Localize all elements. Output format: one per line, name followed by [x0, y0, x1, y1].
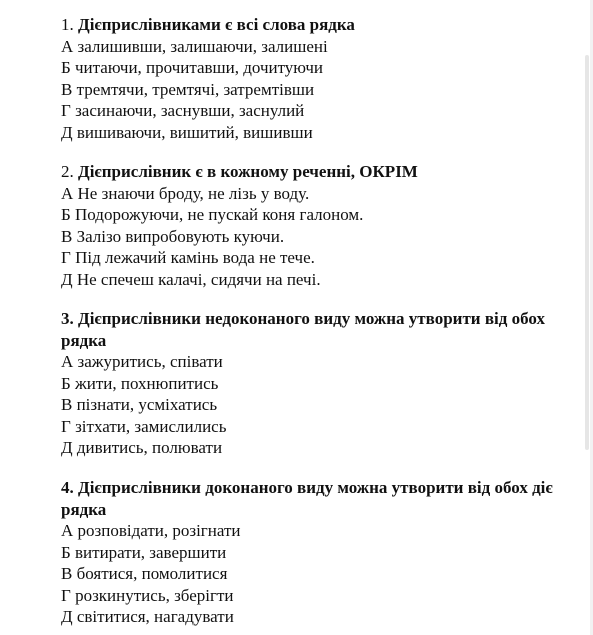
question-3-option-v: В пізнати, усміхатись: [61, 395, 218, 414]
question-1-heading: [61, 14, 593, 36]
question-2-option-b: Б Подорожуючи, не пускай коня галоном.: [61, 205, 364, 224]
question-4-title: Дієприслівники доконаного виду можна утворити від обох діє: [78, 478, 553, 497]
question-3-option-d: Д дивитись, полювати: [61, 438, 223, 457]
question-4-option-b: Б витирати, завершити: [61, 542, 227, 562]
question-2-option-h: Г Під лежачий камінь вода не тече.: [61, 248, 315, 267]
question-2-option-d: Д Не спечеш калачі, сидячи на печі.: [61, 269, 321, 289]
question-2-heading: [61, 161, 593, 183]
question-1: [61, 14, 593, 143]
question-3-option-a: А зажуритись, співати: [61, 352, 223, 371]
question-2-option-a: А Не знаючи броду, не лізь у воду.: [61, 183, 310, 203]
question-3-option-b: Б жити, похнюпитись: [61, 373, 219, 393]
question-4-title-continuation: рядка: [61, 499, 107, 519]
question-2: [61, 161, 593, 290]
question-1-title: Дієприслівниками є всі слова рядка: [78, 15, 355, 34]
question-3-heading: [61, 308, 593, 330]
question-2-number: 2.: [61, 162, 74, 181]
question-1-option-h: Г засинаючи, заснувши, заснулий: [61, 101, 305, 120]
question-3-title-continuation: рядка: [61, 330, 107, 350]
question-3-title: Дієприслівники недоконаного виду можна утворити від обох: [78, 309, 545, 328]
question-1-option-b: Б читаючи, прочитавши, дочитуючи: [61, 58, 324, 77]
question-3-number: 3.: [61, 309, 74, 328]
question-4-number: 4.: [61, 478, 74, 497]
question-4: [61, 477, 593, 628]
question-4-heading: [61, 477, 593, 499]
question-2-title: Дієприслівник є в кожному реченні, ОКРІМ: [78, 162, 418, 181]
scrollbar[interactable]: [585, 55, 589, 450]
question-1-number: 1.: [61, 15, 74, 34]
question-4-option-h: Г розкинутись, зберігти: [61, 585, 234, 605]
question-2-option-v: В Залізо випробовують куючи.: [61, 226, 285, 246]
question-4-option-v: В боятися, помолитися: [61, 564, 228, 583]
question-1-option-a: А залишивши, залишаючи, залишені: [61, 36, 328, 56]
question-4-option-d: Д світитися, нагадувати: [61, 607, 234, 626]
question-1-option-v: В тремтячи, тремтячі, затремтівши: [61, 79, 315, 99]
question-3: [61, 308, 593, 459]
question-4-option-a: А розповідати, розігнати: [61, 521, 241, 540]
question-3-option-h: Г зітхати, замислились: [61, 416, 227, 436]
question-1-option-d: Д вишиваючи, вишитий, вишивши: [61, 122, 313, 142]
